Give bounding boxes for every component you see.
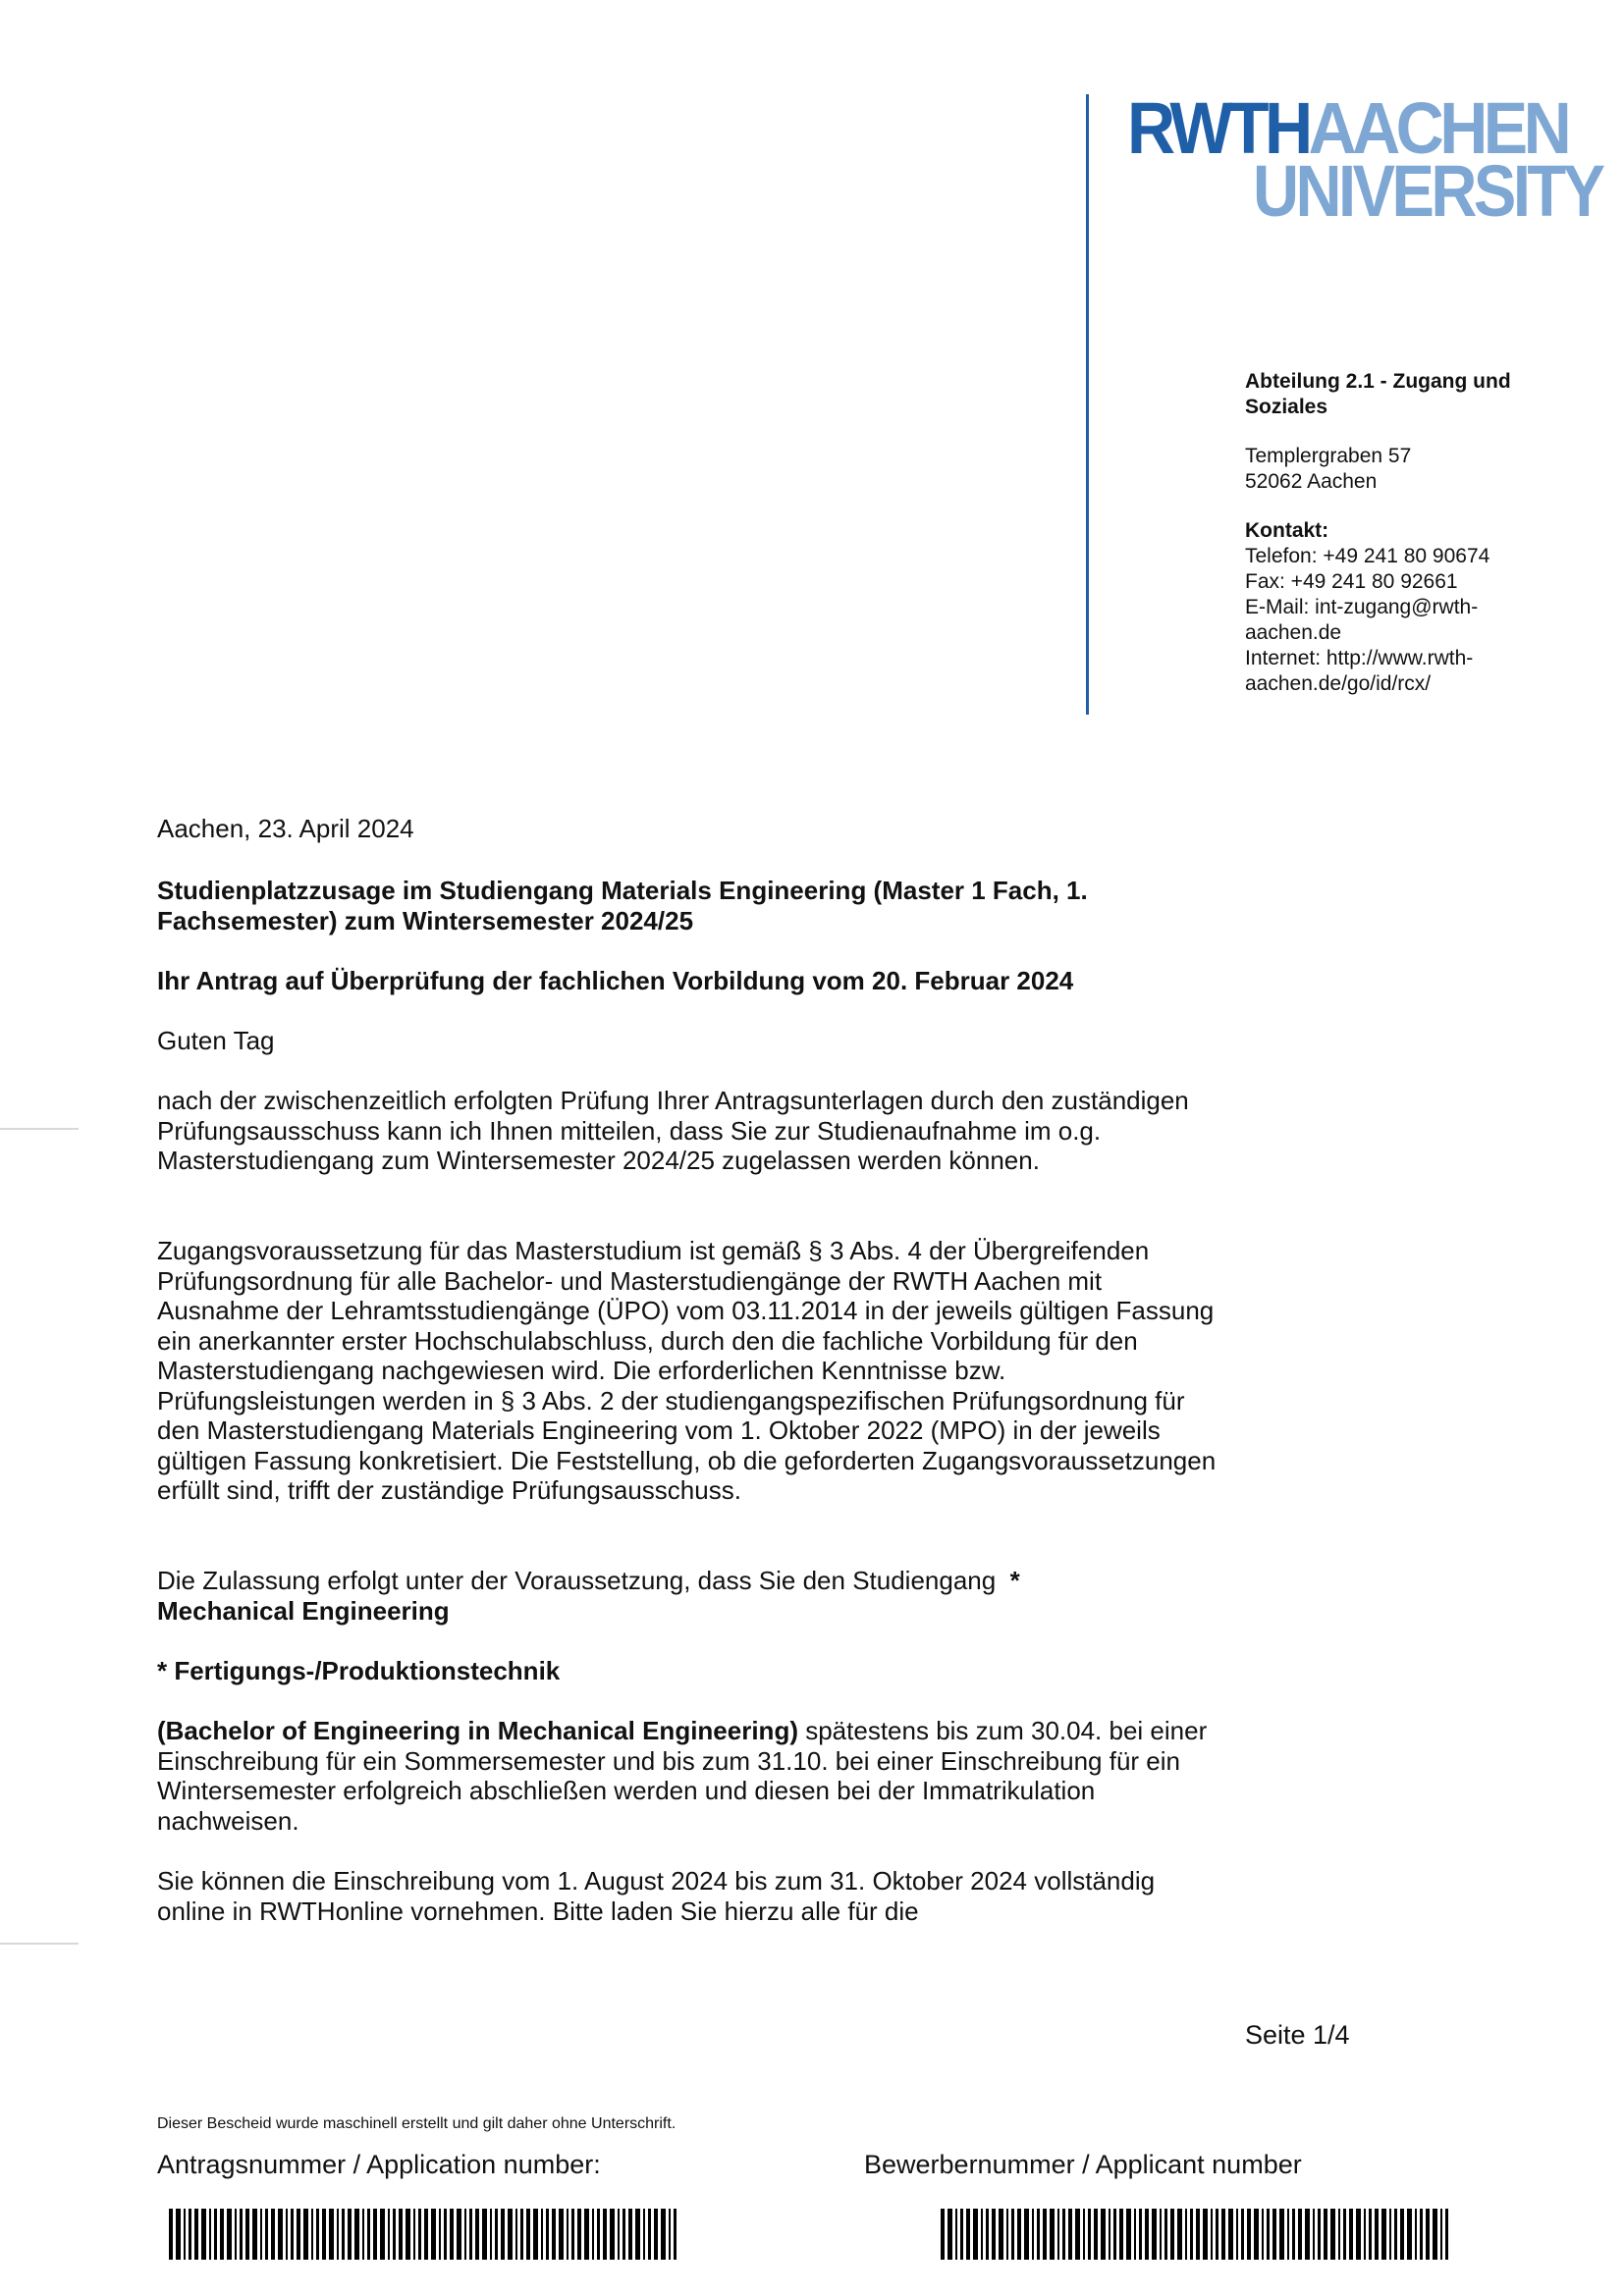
barcode-bar (1279, 2209, 1284, 2260)
barcode-bar (1356, 2209, 1361, 2260)
barcode-bar (1407, 2209, 1412, 2260)
barcode-bar (661, 2209, 666, 2260)
barcode-bar (201, 2209, 206, 2260)
barcode-bar (235, 2209, 237, 2260)
barcode-bar (552, 2209, 556, 2260)
barcode-bar (533, 2209, 538, 2260)
barcode-bar (354, 2209, 359, 2260)
barcode-bar (1032, 2209, 1034, 2260)
barcode-bar (501, 2209, 505, 2260)
barcode-bar (1298, 2209, 1302, 2260)
barcode-bar (337, 2209, 339, 2260)
barcode-bar (297, 2209, 300, 2260)
barcode-bar (1364, 2209, 1366, 2260)
barcode-bar (184, 2209, 186, 2260)
page-number: Seite 1/4 (1245, 2020, 1350, 2050)
barcode-bar (1024, 2209, 1029, 2260)
barcode-bar (1330, 2209, 1335, 2260)
paragraph-3-text: Die Zulassung erfolgt unter der Voraussetzung, dass Sie den Studiengang (157, 1566, 997, 1595)
application-number-label: Antragsnummer / Application number: (157, 2150, 601, 2179)
barcode-bar (169, 2209, 173, 2260)
barcode-bar (291, 2209, 294, 2260)
barcode-bar (603, 2209, 607, 2260)
barcode-bar (992, 2209, 996, 2260)
barcode-bar (947, 2209, 952, 2260)
barcode-bar (1216, 2209, 1218, 2260)
barcode-bar (1088, 2209, 1091, 2260)
barcode-bar (1062, 2209, 1065, 2260)
barcode-bar (981, 2209, 983, 2260)
barcode-bar (418, 2209, 421, 2260)
barcode-bar (271, 2209, 275, 2260)
barcode-bar (311, 2209, 313, 2260)
barcode-bar (592, 2209, 594, 2260)
barcode-bar (1375, 2209, 1379, 2260)
barcode-bar (1292, 2209, 1295, 2260)
barcode-bar (457, 2209, 461, 2260)
barcode-bar (973, 2209, 978, 2260)
barcode-bar (1381, 2209, 1386, 2260)
barcode-bar (367, 2209, 370, 2260)
barcode-bar (209, 2209, 211, 2260)
barcode-bar (444, 2209, 447, 2260)
barcode-bar (1068, 2209, 1072, 2260)
barcode-bar (1313, 2209, 1315, 2260)
barcode-bar (1113, 2209, 1116, 2260)
barcode-bar (373, 2209, 377, 2260)
barcode-bar (1267, 2209, 1270, 2260)
barcode-bar (1241, 2209, 1244, 2260)
barcode-bar (1236, 2209, 1238, 2260)
barcode-bar (1083, 2209, 1085, 2260)
barcode-bar (999, 2209, 1003, 2260)
barcode-bar (450, 2209, 454, 2260)
barcode-bar (1394, 2209, 1397, 2260)
letter-greeting: Guten Tag (157, 1026, 275, 1055)
barcode-bar (439, 2209, 441, 2260)
barcode-bar (380, 2209, 385, 2260)
barcode-bar (1349, 2209, 1353, 2260)
barcode-bar (1254, 2209, 1259, 2260)
barcode-bar (610, 2209, 615, 2260)
barcode-bar (955, 2209, 957, 2260)
barcode-bar (559, 2209, 564, 2260)
barcode-bar (1094, 2209, 1098, 2260)
barcode-bar (1305, 2209, 1310, 2260)
barcode-bar (1262, 2209, 1264, 2260)
barcode-bar (1228, 2209, 1233, 2260)
barcode-bar (618, 2209, 620, 2260)
barcode-bar (189, 2209, 191, 2260)
barcode-bar (342, 2209, 345, 2260)
barcode-bar (1185, 2209, 1187, 2260)
barcode-bar (1139, 2209, 1142, 2260)
barcode-bar (1075, 2209, 1080, 2260)
barcode-bar (643, 2209, 645, 2260)
barcode-bar (413, 2209, 415, 2260)
degree-title: (Bachelor of Engineering in Mechanical Engineering) (157, 1716, 798, 1745)
barcode-bar (495, 2209, 498, 2260)
barcode-bar (1221, 2209, 1225, 2260)
header-divider (1086, 94, 1089, 715)
fold-mark-top (0, 1128, 79, 1130)
barcode-bar (541, 2209, 543, 2260)
barcode-bar (1043, 2209, 1047, 2260)
barcode-bar (220, 2209, 224, 2260)
barcode-bar (1415, 2209, 1417, 2260)
barcode-bar (669, 2209, 671, 2260)
barcode-bar (1426, 2209, 1430, 2260)
letter-paragraph-1: nach der zwischenzeitlich erfolgten Prüfung Ihrer Antragsunterlagen durch den zuständigen Prüfungsausschuss kann ich Ihnen mitteilen, dass Sie zur Studienaufnahme im o.g. Masterstudiengang zum Wintersemester 2024/25 zugelassen werden können. (157, 1086, 1189, 1175)
barcode-bar (1164, 2209, 1167, 2260)
logo-university: UNIVERSITY (1253, 150, 1602, 232)
barcode-bar (1324, 2209, 1327, 2260)
department-name: Abteilung 2.1 - Zugang und Soziales (1245, 370, 1511, 418)
barcode-bar (1420, 2209, 1423, 2260)
barcode-bar (265, 2209, 268, 2260)
barcode-bar (1109, 2209, 1110, 2260)
barcode-bar (245, 2209, 249, 2260)
barcode-bar (469, 2209, 472, 2260)
letter-subject: Studienplatzzusage im Studiengang Materials Engineering (Master 1 Fach, 1. Fachsemester) zum Wintersemester 2024/25 (157, 876, 1088, 935)
barcode-bar (1272, 2209, 1276, 2260)
barcode-bar (526, 2209, 530, 2260)
barcode-bar (1145, 2209, 1149, 2260)
barcode-bar (475, 2209, 479, 2260)
barcode-bar (1338, 2209, 1340, 2260)
barcode-bar (546, 2209, 549, 2260)
logo-rwth: RWTH (1127, 87, 1309, 169)
logo-aachen: AACHEN (1308, 87, 1568, 169)
letter-paragraph-5: Sie können die Einschreibung vom 1. August 2024 bis zum 31. Oktober 2024 vollständig online in RWTHonline vornehmen. Bitte laden Sie hierzu alle für die (157, 1866, 1156, 1926)
barcode-bar (424, 2209, 428, 2260)
barcode-bar (1343, 2209, 1346, 2260)
barcode-bar (571, 2209, 574, 2260)
barcode-bar (635, 2209, 640, 2260)
barcode-bar (1203, 2209, 1208, 2260)
barcode-bar (960, 2209, 963, 2260)
barcode-bar (1247, 2209, 1251, 2260)
letter-paragraph-2: Zugangsvoraussetzung für das Masterstudium ist gemäß § 3 Abs. 4 der Übergreifenden Prüfungsordnung für alle Bachelor- und Masterstudiengänge der RWTH Aachen mit Ausnahme der Lehramtsstudiengänge (ÜPO) vom 03.11.2014 in der jeweils gültigen Fassung ein anerkannter erster Hochschulabschluss, durch den die fachliche Vorbildung für den Masterstudiengang nachgewiesen wird. Die erforderlichen Kenntnisse bzw. Prüfungsleistungen werden in § 3 Abs. 2 der studiengangspezifischen Prüfungsordnung für den Masterstudiengang Materials Engineering vom 1. Oktober 2022 (MPO) in der jeweils gültigen Fassung konkretisiert. Die Feststellung, ob die geforderten Zugangsvoraussetzungen erfüllt sind, trifft der zuständige Prüfungsausschuss. (157, 1236, 1217, 1505)
barcode-bar (1369, 2209, 1372, 2260)
barcode-bar (227, 2209, 232, 2260)
barcode-bar (1433, 2209, 1437, 2260)
barcode-bar (431, 2209, 436, 2260)
applicant-barcode (941, 2209, 1448, 2260)
contact-sidebar (1245, 369, 1540, 697)
barcode-bar (654, 2209, 658, 2260)
barcode-bar (1050, 2209, 1055, 2260)
barcode-bar (362, 2209, 364, 2260)
barcode-bar (1445, 2209, 1448, 2260)
barcode-bar (1017, 2209, 1021, 2260)
barcode-bar (1134, 2209, 1136, 2260)
barcode-bar (966, 2209, 970, 2260)
barcode-bar (388, 2209, 390, 2260)
barcode-bar (278, 2209, 283, 2260)
barcode-bar (240, 2209, 243, 2260)
barcode-bar (286, 2209, 288, 2260)
barcode-bar (393, 2209, 396, 2260)
letter-date: Aachen, 23. April 2024 (157, 814, 414, 843)
machine-notice: Dieser Bescheid wurde maschinell erstellt und gilt daher ohne Unterschrift. (157, 2115, 677, 2132)
barcode-bar (316, 2209, 319, 2260)
fold-mark-bottom (0, 1943, 79, 1945)
barcode-bar (482, 2209, 487, 2260)
barcode-bar (577, 2209, 581, 2260)
barcode-bar (1126, 2209, 1131, 2260)
contact-email: E-Mail: int-zugang@rwth-aachen.de (1245, 596, 1479, 644)
barcode-bar (1318, 2209, 1321, 2260)
barcode-bar (176, 2209, 181, 2260)
barcode-bar (252, 2209, 257, 2260)
barcode-bar (490, 2209, 492, 2260)
barcode-bar (941, 2209, 945, 2260)
paragraph-4-text: spätestens bis zum 30.04. bei einer Einschreibung für ein Sommersemester und bis zum 31.10. bei einer Einschreibung für ein Wintersemester erfolgreich abschließen werden und diesen bei der Immatrikulation nachweisen. (157, 1716, 1208, 1836)
barcode-bar (260, 2209, 262, 2260)
barcode-bar (648, 2209, 651, 2260)
contact-internet: Internet: http://www.rwth-aachen.de/go/id/rcx/ (1245, 647, 1474, 695)
barcode-bar (1152, 2209, 1157, 2260)
barcode-bar (1101, 2209, 1106, 2260)
barcode-bar (1211, 2209, 1213, 2260)
degree-name: Mechanical Engineering (157, 1595, 450, 1626)
barcode-bar (1006, 2209, 1008, 2260)
application-barcode (169, 2209, 677, 2260)
address-city: 52062 Aachen (1245, 470, 1378, 493)
barcode-bar (1287, 2209, 1289, 2260)
barcode-bar (674, 2209, 677, 2260)
barcode-bar (1190, 2209, 1193, 2260)
paragraph-3-star: * (1009, 1566, 1020, 1595)
applicant-number-label: Bewerbernummer / Applicant number (864, 2150, 1302, 2179)
barcode-bar (1177, 2209, 1182, 2260)
barcode-bar (464, 2209, 466, 2260)
barcode-bar (628, 2209, 632, 2260)
barcode-bar (1400, 2209, 1404, 2260)
barcode-bar (567, 2209, 568, 2260)
barcode-bar (303, 2209, 308, 2260)
barcode-bar (348, 2209, 352, 2260)
barcode-bar (1057, 2209, 1059, 2260)
contact-phone: Telefon: +49 241 80 90674 (1245, 545, 1490, 567)
barcode-bar (329, 2209, 334, 2260)
barcode-bar (1440, 2209, 1442, 2260)
letter-paragraph-3 (157, 1566, 1218, 1626)
barcode-bar (520, 2209, 523, 2260)
barcode-bar (515, 2209, 517, 2260)
barcode-bar (322, 2209, 326, 2260)
letter-paragraph-4 (157, 1716, 1218, 1836)
barcode-bar (584, 2209, 589, 2260)
barcode-bar (1037, 2209, 1040, 2260)
barcode-bar (1389, 2209, 1391, 2260)
address-street: Templergraben 57 (1245, 445, 1412, 467)
barcode-bar (194, 2209, 198, 2260)
barcode-bar (1196, 2209, 1200, 2260)
barcode-bar (1170, 2209, 1174, 2260)
letter-reference: Ihr Antrag auf Überprüfung der fachlichen Vorbildung vom 20. Februar 2024 (157, 966, 1074, 995)
barcode-bar (406, 2209, 410, 2260)
barcode-bar (1011, 2209, 1014, 2260)
barcode-bar (986, 2209, 989, 2260)
specialization: * Fertigungs-/Produktionstechnik (157, 1656, 561, 1685)
barcode-bar (508, 2209, 513, 2260)
barcode-bar (214, 2209, 217, 2260)
barcode-bar (623, 2209, 625, 2260)
contact-heading: Kontakt: (1245, 519, 1329, 542)
barcode-bar (399, 2209, 403, 2260)
barcode-bar (1119, 2209, 1123, 2260)
barcode-bar (1160, 2209, 1162, 2260)
barcode-bar (597, 2209, 600, 2260)
contact-fax: Fax: +49 241 80 92661 (1245, 570, 1458, 593)
